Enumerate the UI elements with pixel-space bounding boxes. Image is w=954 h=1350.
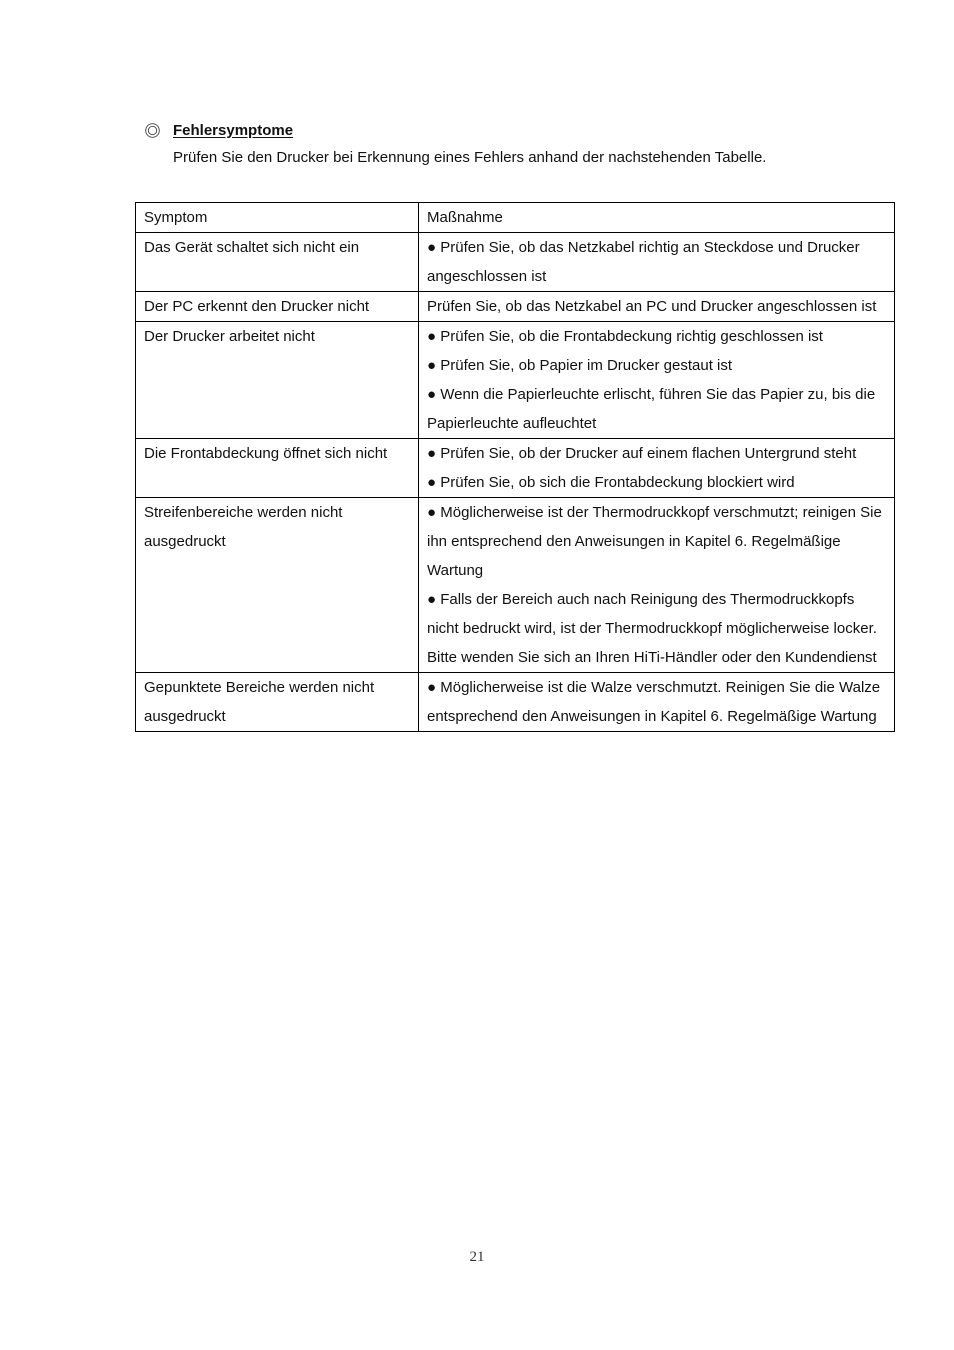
fault-table — [135, 202, 895, 732]
symptom-cell: Gepunktete Bereiche werden nicht ausgedruckt — [136, 673, 419, 732]
symptom-cell: Der Drucker arbeitet nicht — [136, 322, 419, 439]
table-row — [136, 233, 895, 292]
action-item: ● Möglicherweise ist der Thermodruckkopf verschmutzt; reinigen Sie ihn entsprechend den Anweisungen in Kapitel 6. Regelmäßige Wartung — [427, 504, 882, 579]
action-cell — [419, 322, 895, 439]
intro-text: Prüfen Sie den Drucker bei Erkennung eines Fehlers anhand der nachstehenden Tabelle. — [173, 149, 767, 166]
action-cell — [419, 498, 895, 673]
symptom-cell: Die Frontabdeckung öffnet sich nicht — [136, 439, 419, 498]
action-item: ● Prüfen Sie, ob Papier im Drucker gestaut ist — [427, 357, 733, 374]
table-row — [136, 673, 895, 732]
action-item: ● Prüfen Sie, ob der Drucker auf einem flachen Untergrund steht — [427, 445, 857, 462]
section-heading — [145, 119, 293, 141]
action-cell — [419, 439, 895, 498]
action-item: ● Prüfen Sie, ob sich die Frontabdeckung blockiert wird — [427, 474, 795, 491]
action-item: Prüfen Sie, ob das Netzkabel an PC und Drucker angeschlossen ist — [427, 298, 877, 315]
double-circle-icon — [145, 123, 160, 138]
table-row — [136, 439, 895, 498]
page-number: 21 — [469, 1249, 485, 1265]
header-symptom: Symptom — [136, 203, 419, 233]
table-row — [136, 498, 895, 673]
table-row — [136, 322, 895, 439]
action-cell — [419, 673, 895, 732]
action-item: ● Falls der Bereich auch nach Reinigung des Thermodruckkopfs nicht bedruckt wird, ist der Thermodruckkopf möglicherweise locker. Bitte wenden Sie sich an Ihren HiTi-Händler oder den Kundendienst — [427, 591, 877, 666]
symptom-cell: Der PC erkennt den Drucker nicht — [136, 292, 419, 322]
table-header-row — [136, 203, 895, 233]
symptom-cell: Das Gerät schaltet sich nicht ein — [136, 233, 419, 292]
header-action: Maßnahme — [419, 203, 895, 233]
table-row — [136, 292, 895, 322]
action-item: ● Prüfen Sie, ob die Frontabdeckung richtig geschlossen ist — [427, 328, 823, 345]
action-cell — [419, 233, 895, 292]
action-item: ● Wenn die Papierleuchte erlischt, führen Sie das Papier zu, bis die Papierleuchte aufleuchtet — [427, 386, 876, 432]
section-title: Fehlersymptome — [173, 121, 294, 139]
symptom-cell: Streifenbereiche werden nicht ausgedruckt — [136, 498, 419, 673]
action-item: ● Möglicherweise ist die Walze verschmutzt. Reinigen Sie die Walze entsprechend den Anweisungen in Kapitel 6. Regelmäßige Wartung — [427, 679, 881, 725]
action-item: ● Prüfen Sie, ob das Netzkabel richtig an Steckdose und Drucker angeschlossen ist — [427, 239, 860, 285]
action-cell — [419, 292, 895, 322]
